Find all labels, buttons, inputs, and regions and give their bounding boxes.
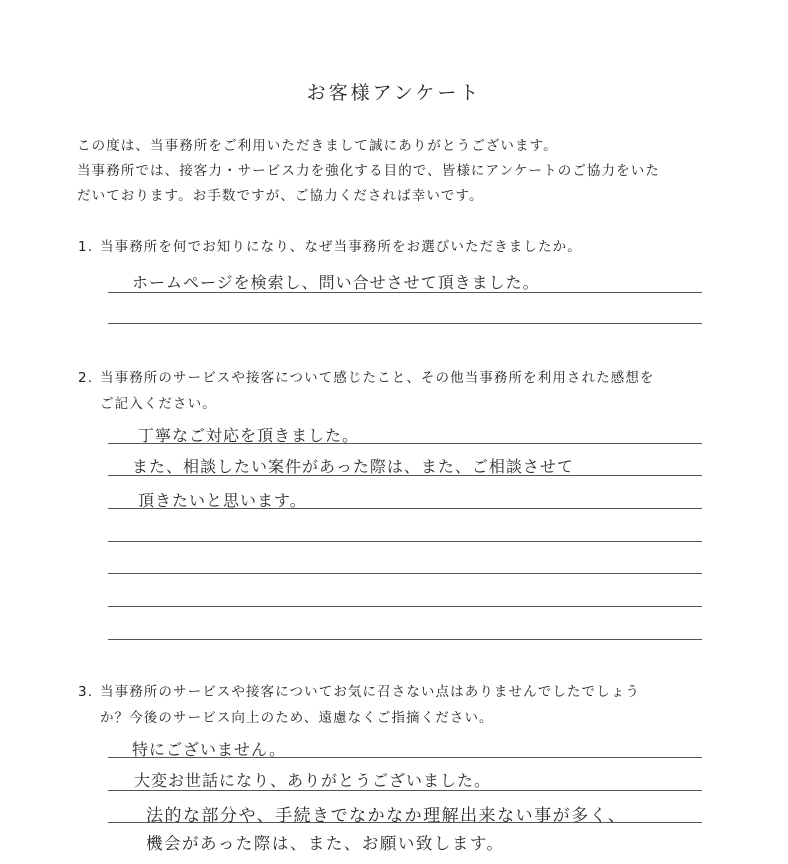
- answer-2-line-2: また、相談したい案件があった際は、また、ご相談させて: [132, 457, 574, 476]
- answer-1-line-1: ホームページを検索し、問い合せさせて頂きました。: [132, 273, 540, 292]
- answer-2-line-1: 丁寧なご対応を頂きました。: [138, 426, 360, 445]
- question-3-text: 当事務所のサービスや接客についてお気に召さない点はありませんでしたでしょう: [100, 684, 640, 700]
- answer-3-line-1: 特にございません。: [132, 740, 286, 759]
- answer-rule: [108, 639, 702, 640]
- intro-text: [77, 134, 727, 209]
- answer-rule: [108, 475, 702, 476]
- question-1-number: 1.: [78, 239, 94, 255]
- answer-rule: [108, 292, 702, 293]
- answer-rule: [108, 573, 702, 574]
- answer-2-line-3: 頂きたいと思います。: [138, 491, 307, 510]
- question-2-text-cont: ご記入ください。: [100, 396, 217, 412]
- answer-rule: [108, 606, 702, 607]
- intro-line-2: 当事務所では、接客力・サービス力を強化する目的で、皆様にアンケートのご協力をいた: [77, 163, 660, 179]
- question-1: [78, 234, 728, 260]
- question-3: [78, 679, 728, 731]
- intro-line-1: この度は、当事務所をご利用いただきまして誠にありがとうございます。: [77, 138, 558, 154]
- intro-line-3: だいております。お手数ですが、ご協力くだされば幸いです。: [77, 188, 484, 204]
- question-2-text: 当事務所のサービスや接客について感じたこと、その他当事務所を利用された感想を: [100, 370, 655, 386]
- page-title: お客様アンケート: [306, 82, 482, 104]
- answer-rule: [108, 508, 702, 509]
- question-3-number: 3.: [78, 684, 94, 700]
- answer-3-line-3: 法的な部分や、手続きでなかなか理解出来ない事が多く、: [146, 806, 627, 826]
- answer-3-line-2: 大変お世話になり、ありがとうございました。: [134, 771, 492, 790]
- answer-rule: [108, 790, 702, 791]
- question-2: [78, 365, 728, 417]
- question-1-text: 当事務所を何でお知りになり、なぜ当事務所をお選びいただきましたか。: [100, 239, 582, 255]
- answer-rule: [108, 757, 702, 758]
- question-3-text-cont: か？今後のサービス向上のため、遠慮なくご指摘ください。: [100, 710, 494, 726]
- answer-rule: [108, 323, 702, 324]
- question-2-number: 2.: [78, 370, 94, 386]
- answer-rule: [108, 443, 702, 444]
- answer-3-line-4: 機会があった際は、また、お願い致します。: [146, 834, 505, 853]
- answer-rule: [108, 541, 702, 542]
- answer-rule: [108, 822, 702, 823]
